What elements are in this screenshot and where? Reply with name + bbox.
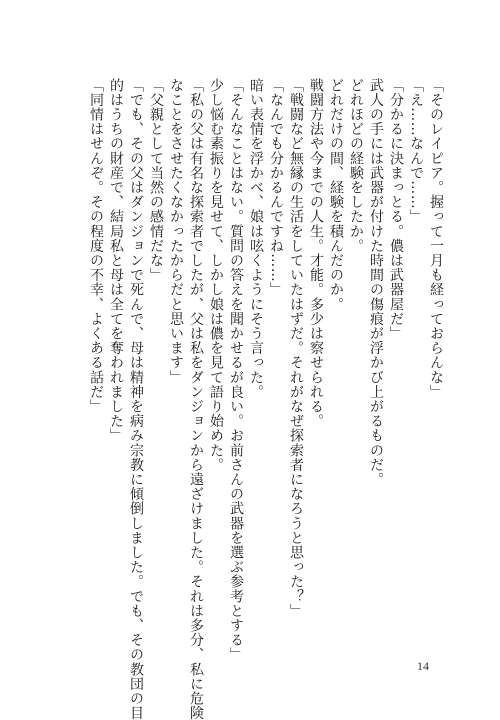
text-line: 武人の手には武器が付けた時間の傷痕が浮かび上がるものだ。 <box>368 78 384 487</box>
text-line: 「でも、その父はダンジョンで死んで、母は精神を病み宗教に傾倒しました。でも、その教団の目 <box>128 78 144 720</box>
text-line: 的はうちの財産で、結局私と母は全てを奪われました」 <box>108 78 124 443</box>
page-number: 14 <box>417 659 429 673</box>
text-line: どれだけの間、経験を積んだのか。 <box>328 78 344 312</box>
text-line: どれほどの経験をしたか。 <box>348 78 364 254</box>
text-line: 「分かるに決まっとる。儂は武器屋だ」 <box>388 78 404 341</box>
text-line: 「そのレイピア。握って一月も経っておらんな」 <box>428 78 444 400</box>
text-line: 「同情はせんぞ。その程度の不幸、よくある話だ」 <box>88 78 104 414</box>
text-line: 「父親として当然の感情だな」 <box>148 78 164 283</box>
text-line: 「え……なんで……」 <box>408 78 424 224</box>
text-line: 「なんでも分かるんですね……」 <box>268 78 284 297</box>
text-line: 「私の父は有名な探索者でしたが、父は私をダンジョンから遠ざけました。それは多分、私に危険 <box>188 78 204 720</box>
text-line: 少し悩む素振りを見せて、しかし娘は儂を見て語り始めた。 <box>208 78 224 473</box>
text-line: 戦闘方法や今までの人生。才能。多少は察せられる。 <box>308 78 324 429</box>
text-line: 「戦闘など無縁の生活をしていたはずだ。それがなぜ探索者になろうと思った？」 <box>288 78 304 619</box>
text-line: 「そんなことはない。質問の答えを聞かせるが良い。お前さんの武器を選ぶ参考とする」 <box>228 78 244 662</box>
text-line: なことをさせたくなかったからだと思います」 <box>168 78 184 385</box>
text-line: 暗い表情を浮かべ、娘は呟くようにそう言った。 <box>248 78 264 400</box>
